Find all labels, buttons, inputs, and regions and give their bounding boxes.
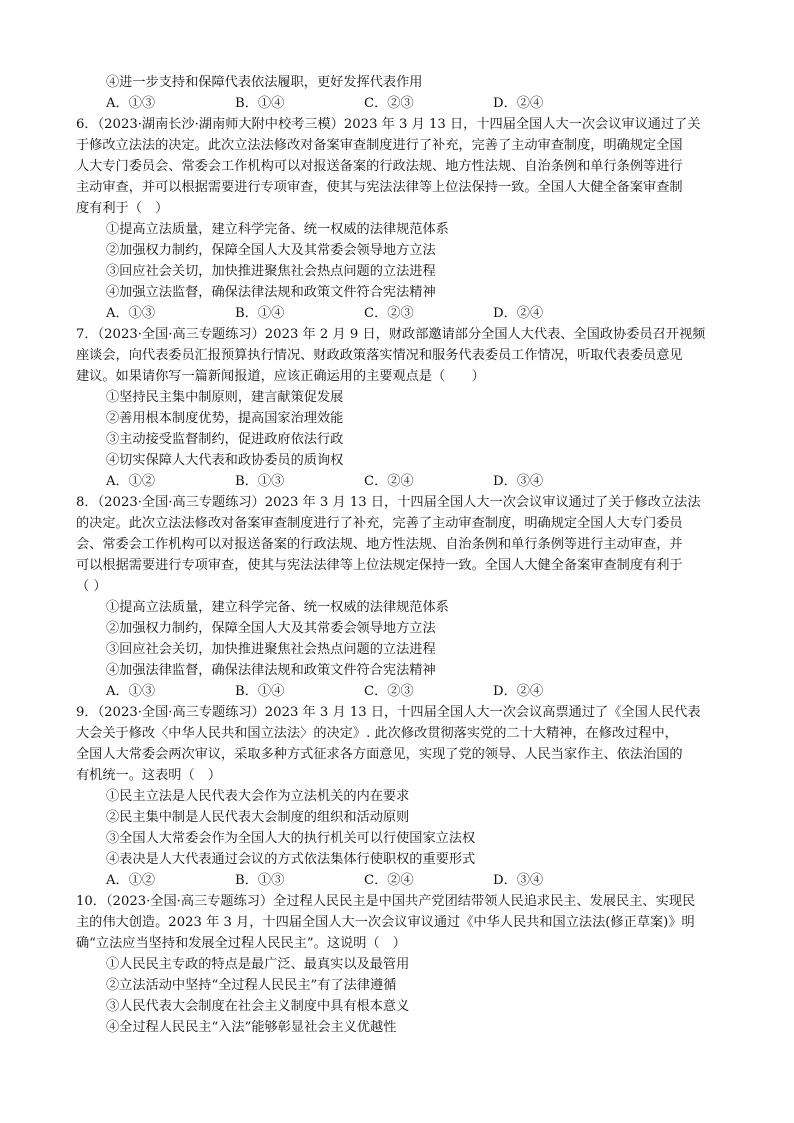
choice-c[interactable]: C．②③ (364, 96, 414, 111)
question-8 (76, 492, 728, 702)
question-stem-line: 于修改立法法的决定。此次立法法修改对备案审查制度进行了补充，完善了主动审查制度，明确规定全国 (76, 138, 683, 153)
option-2: ②善用根本制度优势，提高国家治理效能 (106, 411, 344, 426)
question-stem-line: 可以根据需要进行专项审查，使其与宪法法律等上位法规定保持一致。全国人大健全备案审查制度有利于 (76, 558, 683, 573)
choice-a[interactable]: A．①② (106, 873, 156, 888)
choice-b[interactable]: B．①④ (235, 96, 285, 111)
answer-choices (76, 93, 728, 114)
question-9 (76, 702, 728, 891)
option-1: ①人民民主专政的特点是最广泛、最真实以及最管用 (106, 957, 410, 972)
option-3: ③人民代表大会制度在社会主义制度中具有根本意义 (106, 999, 410, 1014)
option-1: ①提高立法质量，建立科学完备、统一权威的法律规范体系 (106, 222, 449, 237)
question-stem-line: 6．（2023·湖南长沙·湖南师大附中校考三模）2023 年 3 月 13 日，十四届全国人大一次会议审议通过了关 (76, 117, 701, 132)
option-1: ①民主立法是人民代表大会作为立法机关的内在要求 (106, 789, 410, 804)
option-2: ②加强权力制约，保障全国人大及其常委会领导地方立法 (106, 243, 436, 258)
choice-c[interactable]: C．②④ (364, 474, 414, 489)
choice-d[interactable]: D．②④ (493, 306, 544, 321)
option-1: ①提高立法质量，建立科学完备、统一权威的法律规范体系 (106, 600, 449, 615)
option-3: ③回应社会关切，加快推进聚焦社会热点问题的立法进程 (106, 642, 436, 657)
question-stem-line: （ ） (76, 579, 107, 594)
choice-b[interactable]: B．①④ (235, 684, 285, 699)
option-4: ④切实保障人大代表和政协委员的质询权 (106, 453, 344, 468)
option-3: ③回应社会关切，加快推进聚焦社会热点问题的立法进程 (106, 264, 436, 279)
question-stem-line: 大会关于修改〈中华人民共和国立法法〉的决定》. 此次修改贯彻落实党的二十大精神，在修改过程中， (76, 726, 678, 741)
choice-c[interactable]: C．②③ (364, 684, 414, 699)
document-page (76, 72, 728, 1038)
option-1: ①坚持民主集中制原则，建言献策促发展 (106, 390, 344, 405)
option-3: ③全国人大常委会作为全国人大的执行机关可以行使国家立法权 (106, 831, 476, 846)
question-stem-line: 全国人大常委会两次审议，采取多种方式征求各方面意见，实现了党的领导、人民当家作主、依法治国的 (76, 747, 683, 762)
option-2: ②加强权力制约，保障全国人大及其常委会领导地方立法 (106, 621, 436, 636)
question-stem-line: 有机统一。这表明（ ） (76, 768, 222, 783)
question-stem-line: 座谈会，向代表委员汇报预算执行情况、财政政策落实情况和服务代表委员工作情况，听取代表委员意见 (76, 348, 683, 363)
question-stem-line: 度有利于（ ） (76, 201, 169, 216)
answer-choices (76, 471, 728, 492)
question-stem-line: 主动审查，并可以根据需要进行专项审查，使其与宪法法律等上位法保持一致。全国人大健全备案审查制 (76, 180, 683, 195)
question-stem-line: 9．（2023·全国·高三专题练习）2023 年 3 月 13 日，十四届全国人大一次会议高票通过了《全国人民代表 (76, 705, 701, 720)
question-stem-line: 10．（2023·全国·高三专题练习）全过程人民民主是中国共产党团结带领人民追求民主、发展民主、实现民 (76, 894, 696, 909)
question-6 (76, 114, 728, 324)
choice-c[interactable]: C．②③ (364, 306, 414, 321)
choice-d[interactable]: D．③④ (493, 474, 544, 489)
question-stem-line: 的决定。此次立法法修改对备案审查制度进行了补充，完善了主动审查制度，明确规定全国人大专门委员 (76, 516, 683, 531)
choice-a[interactable]: A．①② (106, 474, 156, 489)
choice-d[interactable]: D．③④ (493, 873, 544, 888)
answer-choices (76, 303, 728, 324)
option-4: ④全过程人民民主“入法”能够彰显社会主义优越性 (106, 1020, 397, 1035)
choice-a[interactable]: A．①③ (106, 96, 156, 111)
choice-b[interactable]: B．①③ (235, 873, 285, 888)
option-4: ④进一步支持和保障代表依法履职，更好发挥代表作用 (106, 75, 423, 90)
choice-b[interactable]: B．①③ (235, 474, 285, 489)
question-stem-line: 主的伟大创造。2023 年 3 月，十四届全国人大一次会议审议通过《中华人民共和国立法法(修正草案)》明 (76, 915, 695, 930)
question-stem-line: 8．（2023·全国·高三专题练习）2023 年 3 月 13 日，十四届全国人大一次会议审议通过了关于修改立法法 (76, 495, 701, 510)
option-3: ③主动接受监督制约，促进政府依法行政 (106, 432, 344, 447)
option-4: ④加强法律监督，确保法律法规和政策文件符合宪法精神 (106, 663, 436, 678)
option-2: ②立法活动中坚持“全过程人民民主”有了法律遵循 (106, 978, 397, 993)
question-stem-line: 人大专门委员会、常委会工作机构可以对报送备案的行政法规、地方性法规、自治条例和单行条例等进行 (76, 159, 683, 174)
choice-a[interactable]: A．①③ (106, 684, 156, 699)
choice-d[interactable]: D．②④ (493, 684, 544, 699)
option-4: ④表决是人大代表通过会议的方式依法集体行使职权的重要形式 (106, 852, 476, 867)
question-stem-line: 会、常委会工作机构可以对报送备案的行政法规、地方性法规、自治条例和单行条例等进行主动审查，并 (76, 537, 683, 552)
choice-a[interactable]: A．①③ (106, 306, 156, 321)
answer-choices (76, 870, 728, 891)
choice-d[interactable]: D．②④ (493, 96, 544, 111)
answer-choices (76, 681, 728, 702)
option-2: ②民主集中制是人民代表大会制度的组织和活动原则 (106, 810, 410, 825)
question-stem-line: 7．（2023·全国·高三专题练习）2023 年 2 月 9 日，财政部邀请部分全国人大代表、全国政协委员召开视频 (76, 327, 706, 342)
choice-b[interactable]: B．①④ (235, 306, 285, 321)
question-stem-line: 建议。如果请你写一篇新闻报道，应该正确运用的主要观点是（ ） (76, 369, 485, 384)
previous-question-tail (76, 72, 728, 114)
choice-c[interactable]: C．②④ (364, 873, 414, 888)
question-10 (76, 891, 728, 1038)
question-7 (76, 324, 728, 492)
question-stem-line: 确“立法应当坚持和发展全过程人民民主”。这说明（ ） (76, 936, 406, 951)
option-4: ④加强立法监督，确保法律法规和政策文件符合宪法精神 (106, 285, 436, 300)
